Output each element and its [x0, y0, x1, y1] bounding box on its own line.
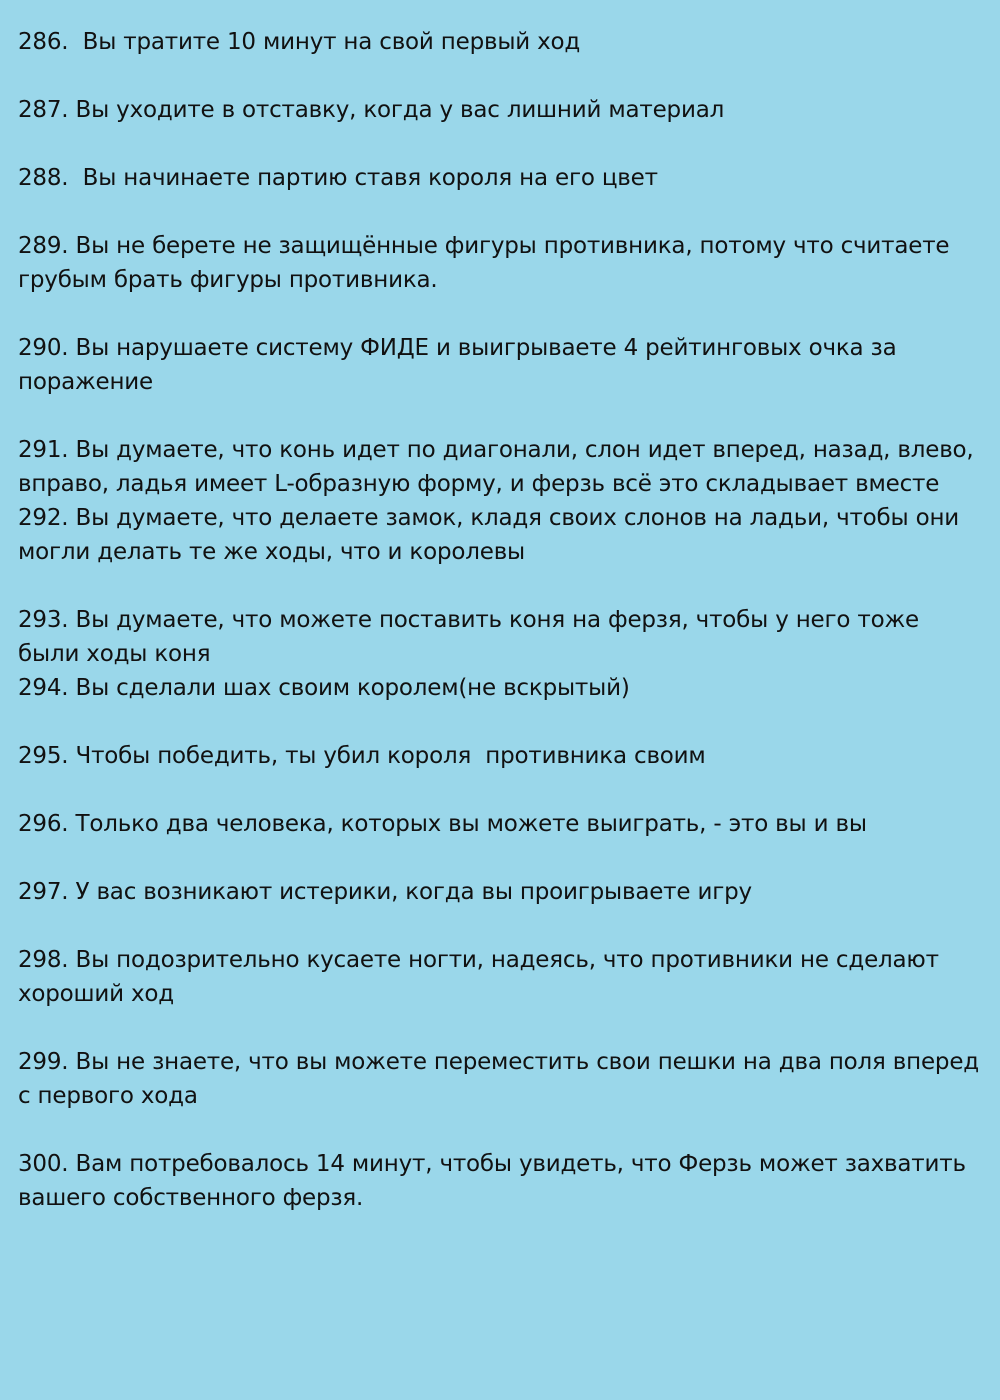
- list-item: 295. Чтобы победить, ты убил короля противника своим: [18, 743, 706, 769]
- list-item: 300. Вам потребовалось 14 минут, чтобы увидеть, что Ферзь может захватить вашего собственного ферзя.: [18, 1151, 973, 1211]
- list-item: 298. Вы подозрительно кусаете ногти, надеясь, что противники не сделают хороший ход: [18, 947, 946, 1007]
- list-item: 299. Вы не знаете, что вы можете переместить свои пешки на два поля вперед с первого хода: [18, 1049, 987, 1109]
- list-item: 287. Вы уходите в отставку, когда у вас лишний материал: [18, 97, 725, 123]
- list-item: 286. Вы тратите 10 минут на свой первый ход: [18, 29, 581, 55]
- list-item: 291. Вы думаете, что конь идет по диагонали, слон идет вперед, назад, влево, вправо, ладья имеет L-образную форму, и ферзь всё это складывает вместе: [18, 437, 981, 497]
- list-item: 288. Вы начинаете партию ставя короля на его цвет: [18, 165, 658, 191]
- list-item: 294. Вы сделали шах своим королем(не вскрытый): [18, 675, 630, 701]
- list-item: 289. Вы не берете не защищённые фигуры противника, потому что считаете грубым брать фигуры противника.: [18, 233, 957, 293]
- list-item: 297. У вас возникают истерики, когда вы проигрываете игру: [18, 879, 752, 905]
- list-item: 292. Вы думаете, что делаете замок, кладя своих слонов на ладьи, чтобы они могли делать те же ходы, что и королевы: [18, 505, 967, 565]
- list-item: 290. Вы нарушаете систему ФИДЕ и выигрываете 4 рейтинговых очка за поражение: [18, 335, 904, 395]
- list-item: 296. Только два человека, которых вы можете выиграть, - это вы и вы: [18, 811, 867, 837]
- list-item: 293. Вы думаете, что можете поставить коня на ферзя, чтобы у него тоже были ходы коня: [18, 607, 927, 667]
